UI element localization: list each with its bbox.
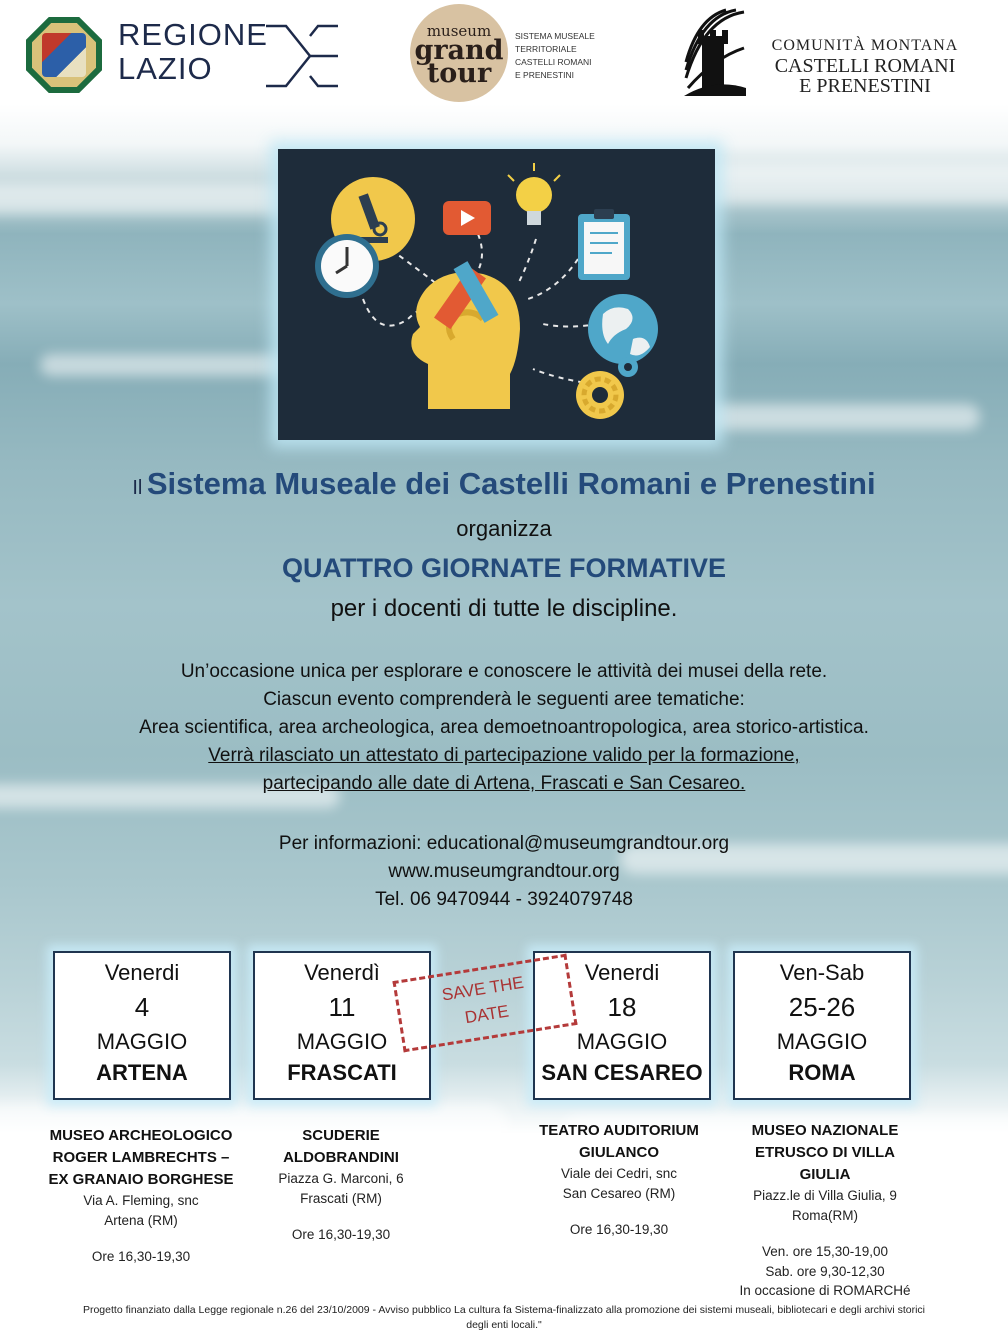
date-card-roma [733, 951, 911, 1100]
venue-name: MUSEO ARCHEOLOGICO [49, 1127, 233, 1144]
title-prefix: Il [132, 477, 143, 499]
card-day: Ven-Sab [779, 960, 865, 985]
venue-roma [720, 1120, 930, 1300]
comunita-montana-tower-icon [684, 8, 746, 96]
museum-grand-tour-logo [410, 4, 508, 102]
card-day: Venerdi [104, 960, 180, 985]
card-month: MAGGIO [576, 1029, 668, 1054]
footer-line: Progetto finanziato dalla Legge regionale n.26 del 23/10/2009 - Avviso pubblico La cultura fa Sistema-finalizzato alla promozione dei sistemi museali, bibliotecari e degli archivi storici [82, 1304, 926, 1316]
bg-streak [700, 404, 980, 430]
venue-address: Viale dei Cedri, snc [560, 1166, 678, 1181]
venue-hours: Sab. ore 9,30-12,30 [765, 1264, 885, 1279]
venue-address: Roma(RM) [792, 1208, 858, 1223]
card-date: 11 [328, 992, 356, 1022]
regione-lazio-wordmark [118, 18, 268, 86]
cm-line2: CASTELLI ROMANI [774, 55, 956, 77]
venue-name: GIULIA [799, 1166, 851, 1183]
venue-address: Via A. Fleming, snc [83, 1193, 199, 1208]
header-bar [0, 0, 1008, 104]
card-day: Venerdi [584, 960, 660, 985]
venue-address: Piazz.le di Villa Giulia, 9 [753, 1188, 897, 1203]
venue-name: ALDOBRANDINI [283, 1149, 399, 1166]
comunita-montana-wordmark [755, 36, 975, 96]
clipboard-icon [578, 209, 630, 280]
venue-name: MUSEO NAZIONALE [751, 1122, 899, 1139]
cm-line3: E PRENESTINI [799, 75, 931, 97]
date-card-artena [53, 951, 231, 1100]
contact-email[interactable]: Per informazioni: educational@museumgrandtour.org [278, 833, 730, 854]
region-line1: REGIONE [118, 17, 268, 52]
venue-address: San Cesareo (RM) [562, 1186, 676, 1201]
mgt-caption-line: SISTEMA MUSEALE [515, 31, 595, 41]
venue-frascati [236, 1125, 446, 1245]
venue-name: TEATRO AUDITORIUM [539, 1122, 699, 1139]
footer-line: degli enti locali." [466, 1319, 542, 1331]
audience-line: per i docenti di tutte le discipline. [330, 595, 678, 622]
illustration-svg [278, 149, 715, 440]
page-title [0, 466, 1008, 502]
card-day: Venerdì [304, 960, 380, 985]
venue-hours: Ore 16,30-19,30 [291, 1227, 391, 1242]
card-month: MAGGIO [296, 1029, 388, 1054]
venue-hours: In occasione di ROMARCHé [739, 1283, 911, 1298]
venue-name: ETRUSCO DI VILLA [754, 1144, 895, 1161]
description-line: Un’occasione unica per esplorare e conoscere le attività dei musei della rete. [180, 661, 828, 682]
funding-footer [0, 1303, 1008, 1333]
venue-name: GIULANCO [579, 1144, 659, 1161]
gear-icon [576, 357, 638, 419]
card-date: 4 [134, 992, 150, 1022]
description-line: Ciascun evento comprenderà le seguenti aree tematiche: [263, 689, 745, 710]
venue-hours: Ore 16,30-19,30 [569, 1222, 669, 1237]
stamp-line: SAVE THE [440, 972, 525, 1005]
globe-icon [588, 294, 658, 364]
venue-address: Piazza G. Marconi, 6 [278, 1171, 404, 1186]
card-date: 25-26 [788, 992, 856, 1022]
mgt-caption-line: E PRENESTINI [515, 70, 575, 80]
regione-lazio-lines-icon [266, 20, 338, 92]
venue-address: Frascati (RM) [300, 1191, 382, 1206]
mgt-word-tour: tour [426, 58, 492, 89]
card-city: ARTENA [96, 1060, 188, 1085]
mgt-word-museum: museum [426, 22, 492, 40]
venue-name: ROGER LAMBRECHTS – [52, 1149, 230, 1166]
subtitle: QUATTRO GIORNATE FORMATIVE [282, 553, 726, 583]
card-date: 18 [607, 992, 637, 1022]
play-icon [443, 201, 491, 235]
mgt-caption-line: CASTELLI ROMANI [515, 57, 592, 67]
venue-san-cesareo [514, 1120, 724, 1240]
contact-phone: Tel. 06 9470944 - 3924079748 [375, 889, 633, 910]
card-city: SAN CESAREO [541, 1060, 703, 1085]
card-month: MAGGIO [96, 1029, 188, 1054]
card-city: ROMA [788, 1060, 856, 1085]
seal-shield [42, 33, 86, 77]
description-line: Area scientifica, area archeologica, area demoetnoantropologica, area storico-artistica. [139, 717, 869, 738]
clock-icon [315, 234, 379, 298]
mgt-caption [515, 30, 605, 82]
venue-hours: Ore 16,30-19,30 [91, 1249, 191, 1264]
mgt-caption-line: TERRITORIALE [515, 44, 577, 54]
venue-hours: Ven. ore 15,30-19,00 [761, 1244, 889, 1259]
lightbulb-icon [508, 163, 560, 225]
title-verb: organizza [456, 516, 552, 541]
certificate-note: Verrà rilasciato un attestato di partecipazione valido per la formazione, [208, 745, 800, 766]
card-city: FRASCATI [287, 1060, 397, 1085]
contact-website[interactable]: www.museumgrandtour.org [388, 861, 620, 882]
education-illustration [278, 149, 715, 440]
description-block [0, 658, 1008, 798]
title-main: Sistema Museale dei Castelli Romani e Prenestini [146, 466, 876, 501]
stamp-line: DATE [463, 1001, 511, 1028]
cm-line1: COMUNITÀ MONTANA [771, 37, 959, 54]
venue-name: SCUDERIE [302, 1127, 380, 1144]
venue-address: Artena (RM) [104, 1213, 178, 1228]
certificate-note: partecipando alle date di Artena, Frascati e San Cesareo. [262, 773, 746, 794]
venue-name: EX GRANAIO BORGHESE [48, 1171, 234, 1188]
region-line2: LAZIO [118, 51, 213, 86]
venue-artena [36, 1125, 246, 1267]
contacts-block [0, 830, 1008, 914]
mgt-word-grand: grand [414, 35, 504, 66]
card-month: MAGGIO [776, 1029, 868, 1054]
